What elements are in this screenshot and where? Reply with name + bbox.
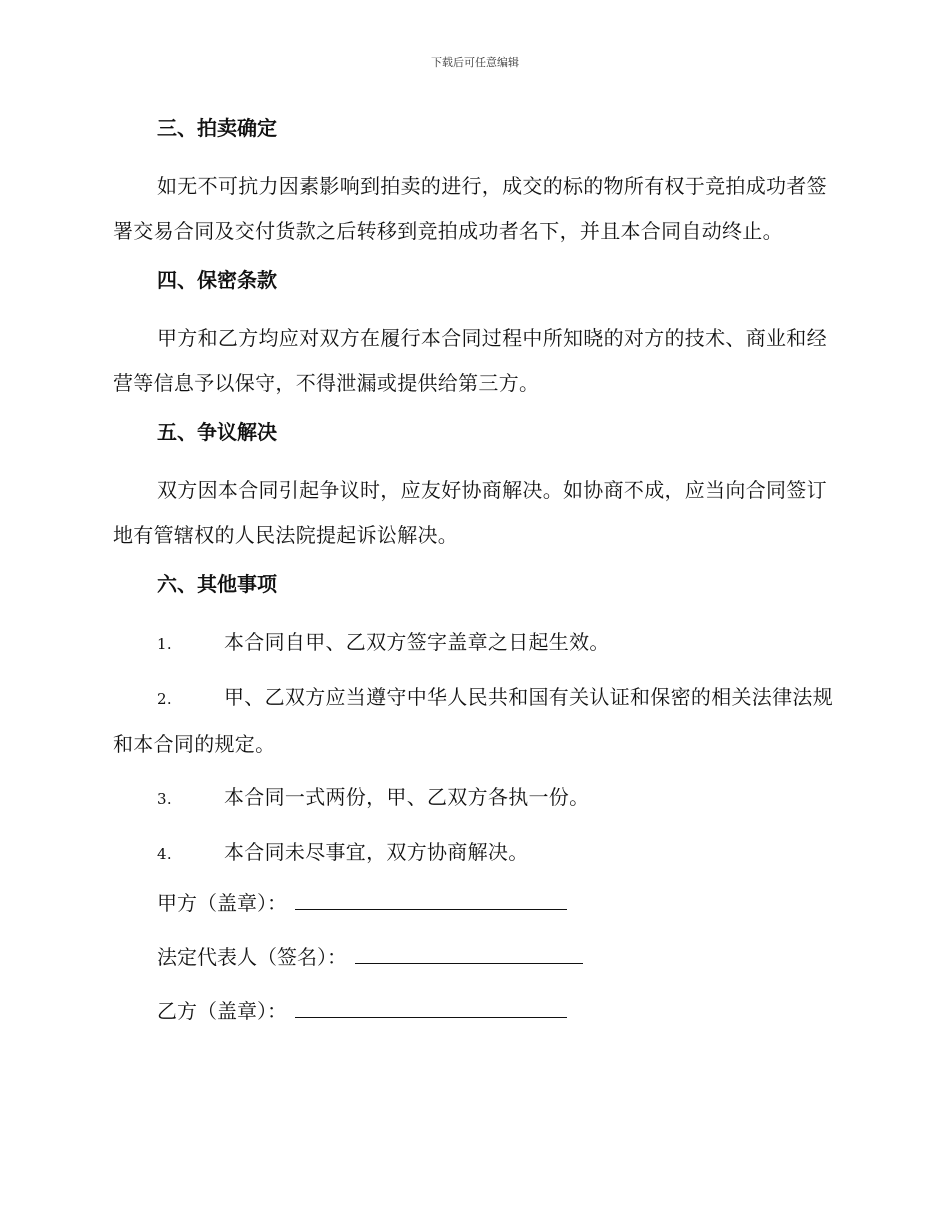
signature-party-b (157, 993, 833, 1029)
list-item-text: 本合同自甲、乙双方签字盖章之日起生效。 (224, 630, 610, 654)
signature-line (355, 962, 583, 964)
signature-party-a-label: 甲方（盖章）： (157, 891, 287, 915)
list-item-number: 1. (157, 635, 172, 653)
section-body-dispute-resolution: 双方因本合同引起争议时，应友好协商解决。如协商不成，应当向合同签订地有管辖权的人民法院提起诉讼解决。 (113, 478, 827, 547)
list-item-text: 本合同未尽事宜，双方协商解决。 (224, 840, 529, 864)
page-header: 下载后可任意编辑 (431, 56, 519, 69)
list-item-text: 本合同一式两份，甲、乙双方各执一份。 (224, 785, 590, 809)
section-heading-dispute-resolution: 五、争议解决 (157, 420, 277, 444)
list-item (113, 775, 833, 822)
list-item (113, 675, 833, 767)
section-heading-other-matters: 六、其他事项 (157, 572, 277, 596)
list-item-number: 2. (157, 690, 172, 708)
section-heading-auction-confirmation: 三、拍卖确定 (157, 116, 277, 140)
list-item (113, 830, 833, 877)
section-heading-confidentiality: 四、保密条款 (157, 268, 277, 292)
section-body-auction-confirmation: 如无不可抗力因素影响到拍卖的进行，成交的标的物所有权于竞拍成功者签署交易合同及交付货款之后转移到竞拍成功者名下，并且本合同自动终止。 (113, 174, 827, 243)
signature-line (295, 1016, 567, 1018)
signature-legal-representative-label: 法定代表人（签名）： (157, 945, 347, 969)
section-body-confidentiality: 甲方和乙方均应对双方在履行本合同过程中所知晓的对方的技术、商业和经营等信息予以保守，不得泄漏或提供给第三方。 (113, 326, 827, 395)
signature-legal-representative (157, 939, 833, 975)
list-item-text: 甲、乙双方应当遵守中华人民共和国有关认证和保密的相关法律法规和本合同的规定。 (113, 685, 833, 756)
list-item-number: 4. (157, 845, 172, 863)
signature-party-b-label: 乙方（盖章）： (157, 999, 287, 1023)
document-body (113, 110, 833, 1047)
signature-line (295, 908, 567, 910)
signature-party-a (157, 885, 833, 921)
list-item (113, 620, 833, 667)
list-item-number: 3. (157, 790, 172, 808)
